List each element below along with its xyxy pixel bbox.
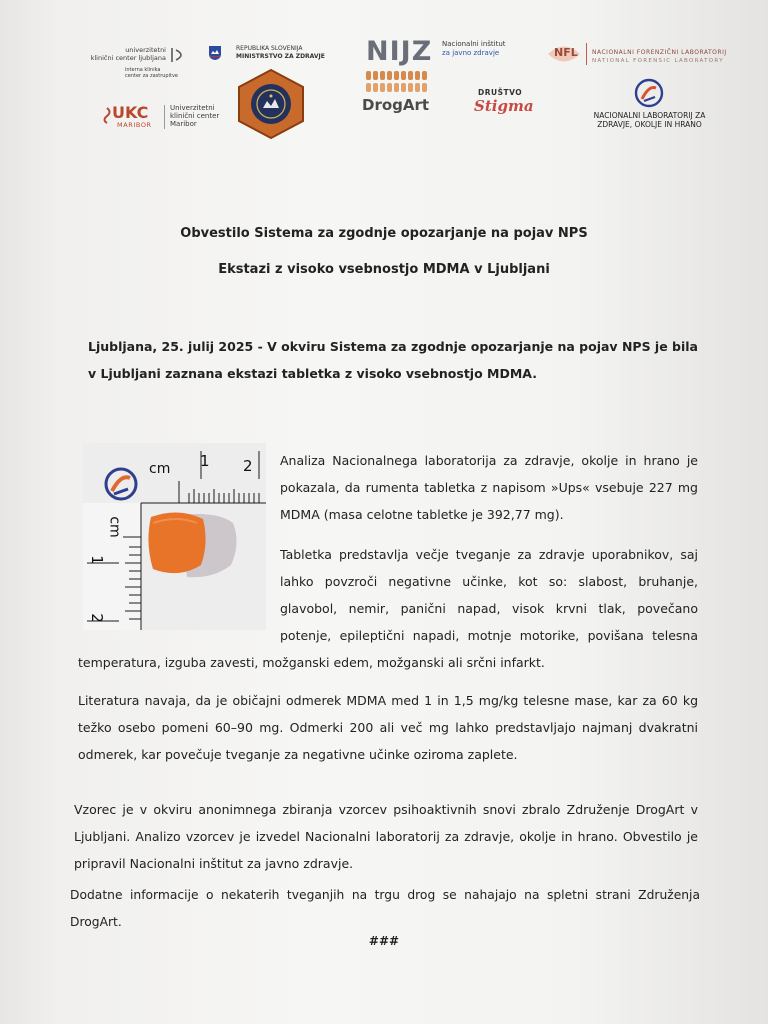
nlzoh-line2: ZDRAVJE, OKOLJE IN HRANO [597,120,702,129]
nijz-line1: Nacionalni inštitut [442,40,506,48]
nfl-line1: NACIONALNI FORENZIČNI LABORATORIJ [592,49,727,56]
nfl-divider [586,43,587,65]
ukc-maribor-mark: UKC [112,103,149,122]
ruler-tick-1-horizontal: 1 [200,452,210,470]
drogart-name: DrogArt [362,96,430,114]
stigma-name: Stigma [474,97,534,115]
ukc-lj-sub2: center za zastrupitve [125,73,178,79]
document-title: Obvestilo Sistema za zgodnje opozarjanje na pojav NPS [180,226,588,241]
logo-ukc-maribor [100,103,240,133]
end-mark: ### [368,934,400,948]
ukc-lj-mark-icon [168,44,190,66]
risk-text: Tabletka predstavlja večje tveganje za zdravje uporabnikov, saj lahko povzroči negativne učinke, kot so: slabost, bruhanje, glavobol, nemir, panični napad, visok krvni tlak, povečano potenje, epileptični napadi, motnje motorike, povišana telesna temperatura, izguba zavesti, možganski edem, možganski ali srčni infarkt. [78,547,698,670]
ruler-unit-vertical: cm [106,516,123,538]
ukc-maribor-line1: Univerzitetni [170,104,215,112]
document-subtitle: Ekstazi z visoko vsebnostjo MDMA v Ljubljani [218,262,550,277]
logo-stigma [470,88,550,118]
nlzoh-logo-icon [634,78,664,108]
ruler-tick-2-vertical: 2 [87,613,106,623]
analysis-paragraph: Analiza Nacionalnega laboratorija za zdravje, okolje in hrano je pokazala, da rumenta tabletka z napisom »Ups« vsebuje 227 mg MDMA (masa celotne tabletke je 392,77 mg). [280,453,698,522]
stigma-line1: DRUŠTVO [478,88,523,97]
slovenia-coat-of-arms-icon [208,45,222,61]
logo-ministry [206,42,326,64]
logo-nijz [366,36,526,70]
ukc-lj-sub1: interna klinika [125,67,161,73]
logo-nfl [546,40,736,70]
risk-paragraph [78,541,698,676]
nlzoh-photo-logo-icon [103,466,139,502]
ministry-hexagon-emblem-icon [236,68,306,140]
ukc-lj-line2: klinični center ljubljana [90,54,166,62]
ukc-maribor-line2: klinični center [170,112,220,120]
ukc-maribor-line3: Maribor [170,120,197,128]
ruler-tick-1-vertical: 1 [87,555,106,565]
drogart-pill-grid-icon [366,71,432,95]
intro-paragraph: Ljubljana, 25. julij 2025 - V okviru Sistema za zgodnje opozarjanje na pojav NPS je bila v Ljubljani zaznana ekstazi tabletka z visoko vsebnostjo MDMA. [88,339,698,381]
ukc-maribor-sub: MARIBOR [117,121,152,129]
ukc-maribor-divider [164,105,165,129]
nijz-line2: za javno zdravje [442,49,500,57]
ukc-lj-line1: univerzitetni [125,46,166,54]
ministry-line1: REPUBLIKA SLOVENIJA [236,45,303,52]
nijz-mark: NIJZ [366,36,433,67]
more-info-paragraph: Dodatne informacije o nekaterih tveganjih na trgu drog se nahajajo na spletni strani Združenja DrogArt. [70,888,700,929]
nfl-mark: NFL [554,46,578,59]
nfl-line2: NATIONAL FORENSIC LABORATORY [592,58,724,64]
dosage-paragraph: Literatura navaja, da je običajni odmerek MDMA med 1 in 1,5 mg/kg telesne mase, kar za 60 kg težko osebo pomeni 60–90 mg. Odmerki 200 ali več mg lahko predstavljajo najmanj dvakratni odmerek, kar povečuje tveganje za negativne učinke oziroma zaplete. [78,693,698,762]
ruler-tick-2-horizontal: 2 [243,457,253,475]
sample-paragraph: Vzorec je v okviru anonimnega zbiranja vzorcev psihoaktivnih snovi zbralo Združenje DrogArt v Ljubljani. Analizo vzorcev je izvedel Nacionalni laboratorij za zdravje, okolje in hrano. Obvestilo je pripravil Nacionalni inštitut za javno zdravje. [74,802,698,871]
ministry-line2: MINISTRSTVO ZA ZDRAVJE [236,53,325,60]
nlzoh-line1: NACIONALNI LABORATORIJ ZA [593,111,706,120]
ruler-unit-horizontal: cm [149,461,171,477]
